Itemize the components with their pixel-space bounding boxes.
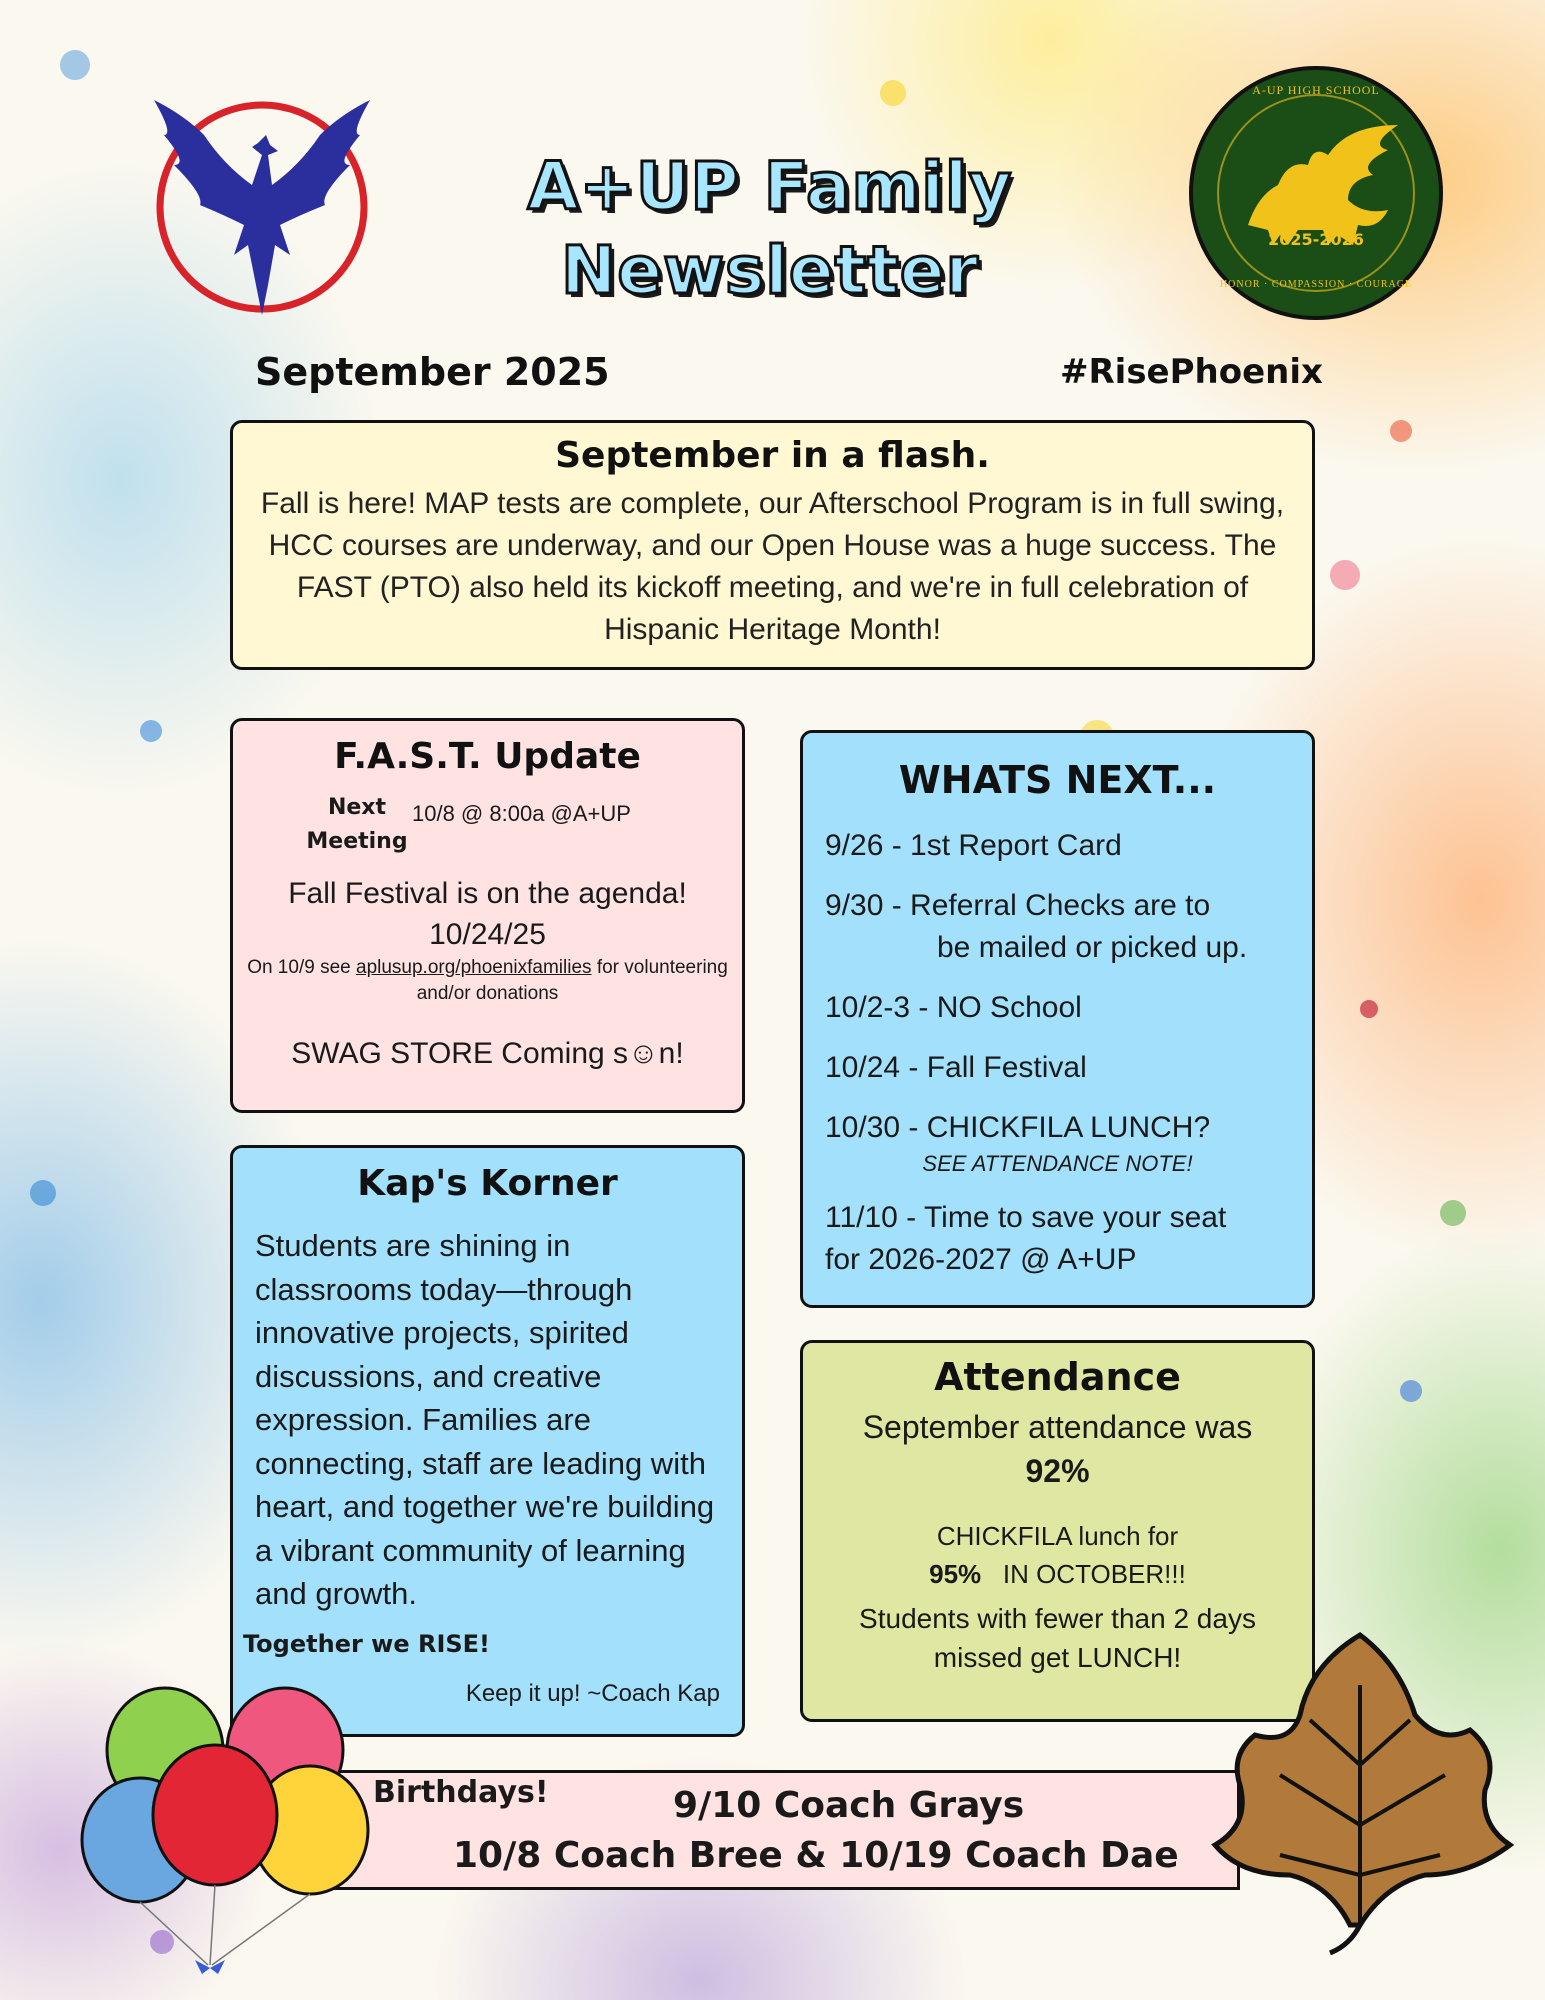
next-heading: WHATS NEXT...	[898, 758, 1217, 802]
event-item: 10/30 - CHICKFILA LUNCH? SEE ATTENDANCE NOTE!	[825, 1111, 1211, 1176]
seal-bottom-text: HONOR · COMPASSION · COURAGE	[1219, 279, 1413, 290]
fast-heading: F.A.S.T. Update	[334, 736, 641, 777]
fall-festival-date: 10/24/25	[429, 918, 546, 951]
event-item: 9/30 - Referral Checks are to be mailed or picked up.	[825, 889, 1248, 964]
attendance-heading: Attendance	[934, 1355, 1181, 1399]
whats-next-section	[800, 730, 1315, 1308]
event-item: 10/2-3 - NO School	[825, 991, 1082, 1024]
attendance-rate: 92%	[1025, 1453, 1090, 1489]
swag-store-note: SWAG STORE Coming s☺n!	[291, 1037, 684, 1070]
flash-body: Fall is here! MAP tests are complete, our Afterschool Program is in full swing, HCC courses are underway, and our Open House was a huge success. The FAST (PTO) also held its kickoff meeting, and we're in full celebration of Hispanic Heritage Month!	[260, 487, 1285, 646]
next-meeting-value: 10/8 @ 8:00a @A+UP	[412, 801, 631, 826]
fast-update-section	[230, 718, 745, 1113]
event-item: 11/10 - Time to save your seat for 2026-2027 @ A+UP	[825, 1201, 1227, 1276]
leaf-decoration	[1200, 1625, 1520, 1955]
phoenix-logo-icon	[140, 95, 390, 320]
birthdays-label: Birthdays!	[373, 1775, 549, 1810]
event-item: 10/24 - Fall Festival	[825, 1051, 1087, 1084]
flash-section	[230, 420, 1315, 670]
volunteer-note: On 10/9 see aplusup.org/phoenixfamilies for volunteering and/or donations	[247, 957, 728, 1004]
kap-body: Students are shining in classrooms today—through innovative projects, spirited discussions, and creative expression. Families are connecting, staff are leading with heart, and together we're building a vibrant community of learning and growth.	[255, 1228, 715, 1611]
birthday-line-1: 9/10 Coach Grays	[673, 1785, 1025, 1826]
seal-top-text: A-UP HIGH SCHOOL	[1252, 83, 1380, 97]
flash-heading: September in a flash.	[555, 435, 990, 476]
newsletter-title	[470, 145, 1070, 313]
attendance-line: September attendance was	[862, 1409, 1253, 1445]
birthday-line-2: 10/8 Coach Bree & 10/19 Coach Dae	[453, 1835, 1179, 1876]
phoenix-logo	[140, 95, 390, 320]
smiley-icon: ☺	[628, 1037, 659, 1070]
kaps-korner-section	[230, 1145, 745, 1737]
school-seal	[1188, 65, 1444, 321]
kap-heading: Kap's Korner	[357, 1163, 618, 1204]
kap-signature: Keep it up! ~Coach Kap	[465, 1679, 720, 1707]
title-line-2: Newsletter	[560, 232, 980, 309]
fall-festival-note: Fall Festival is on the agenda! 10/24/25	[247, 873, 728, 955]
title-line-1: A+UP Family	[527, 148, 1013, 225]
lunch-goal-pct: 95%	[929, 1559, 982, 1589]
lunch-goal: CHICKFILA lunch for 95% IN OCTOBER!!!	[929, 1521, 1186, 1589]
next-meeting-label: Next Meeting	[306, 795, 408, 854]
rise-tagline: Together we RISE!	[243, 1629, 490, 1658]
next-meeting	[247, 791, 728, 861]
birthdays-banner	[300, 1770, 1240, 1890]
balloons-icon	[70, 1680, 390, 1980]
hashtag: #RisePhoenix	[1060, 352, 1323, 392]
issue-month: September 2025	[255, 350, 610, 394]
seal-year: 2025-2026	[1268, 230, 1364, 249]
event-item: 9/26 - 1st Report Card	[825, 829, 1122, 862]
leaf-icon	[1200, 1625, 1520, 1955]
phoenix-families-link[interactable]: aplusup.org/phoenixfamilies	[356, 957, 592, 978]
lunch-note: Students with fewer than 2 days missed get LUNCH!	[859, 1603, 1256, 1673]
balloons-decoration	[70, 1680, 390, 1980]
